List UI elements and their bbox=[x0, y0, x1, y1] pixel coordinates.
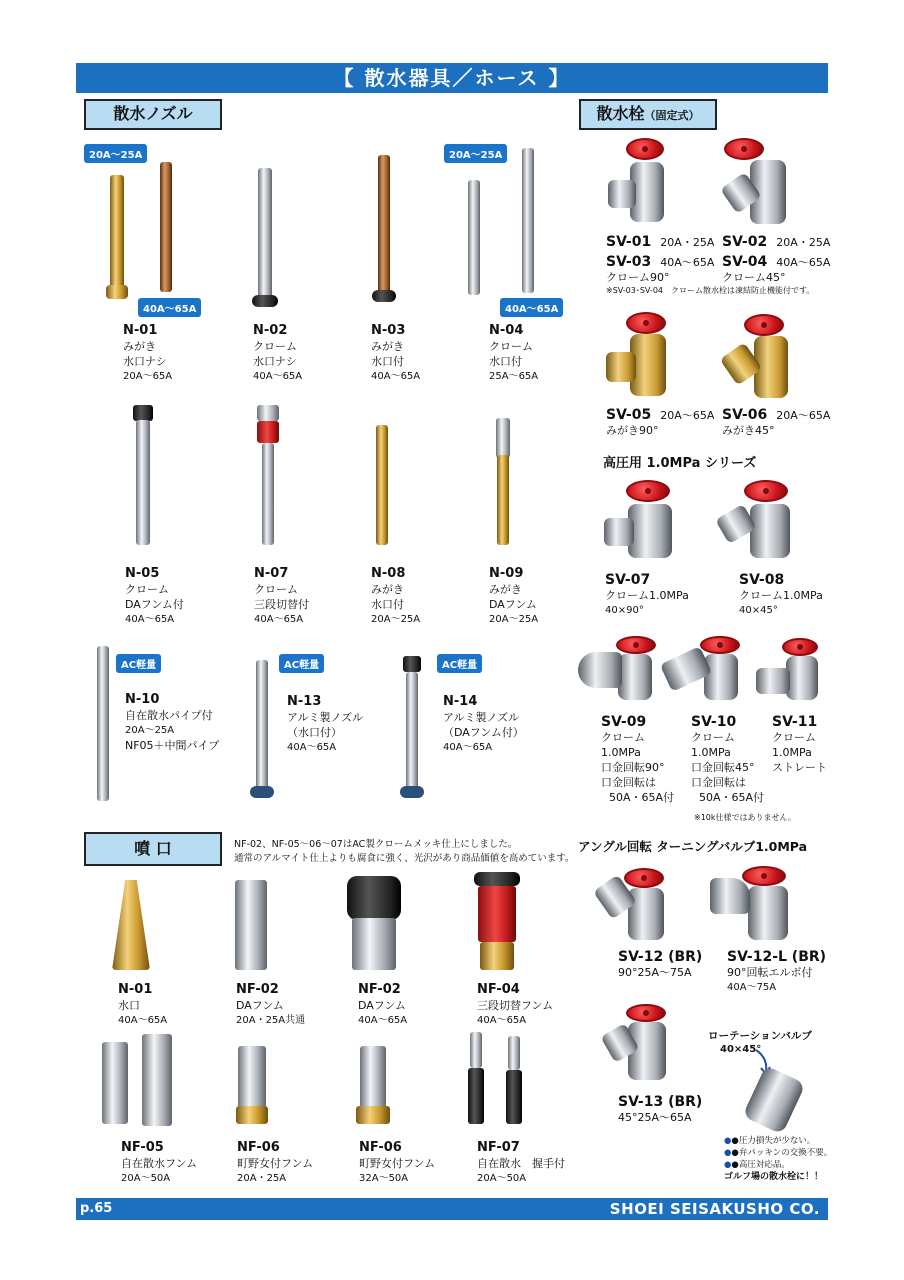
sv-01 bbox=[606, 231, 714, 250]
section-hydrant-label: 散水栓 bbox=[596, 104, 645, 123]
sv-desc: 1.0MPa bbox=[772, 746, 812, 759]
nf-size: 20A・25A bbox=[237, 1173, 287, 1184]
nf-image-nf07b bbox=[506, 1070, 522, 1124]
sv-size: 40A〜75A bbox=[727, 982, 777, 993]
sv-02 bbox=[722, 231, 830, 250]
sv-desc: クローム bbox=[772, 731, 816, 744]
nf-size: 32A〜50A bbox=[359, 1173, 409, 1184]
nf-image-nf04-base bbox=[480, 942, 514, 970]
valve-wheel-icon bbox=[626, 312, 666, 334]
nf-image-nf06a bbox=[238, 1046, 266, 1108]
nf-note bbox=[234, 838, 574, 866]
valve-wheel-icon bbox=[744, 480, 788, 502]
nozzle-image-n01b bbox=[160, 162, 172, 292]
nf-code: NF-02 bbox=[236, 982, 279, 997]
sv-07 bbox=[605, 572, 689, 618]
nozzle-desc: みがき bbox=[123, 340, 156, 353]
valve-wheel-icon bbox=[616, 636, 656, 654]
sv-desc: クローム45° bbox=[722, 271, 786, 284]
nozzle-image-n07-top bbox=[257, 405, 279, 421]
nozzle-n07 bbox=[254, 566, 309, 627]
nozzle-size: 20A〜65A bbox=[123, 371, 173, 382]
nozzle-desc: 自在散水パイプ付 bbox=[125, 709, 213, 722]
nozzle-n01 bbox=[123, 323, 172, 384]
nf-image-nf02b-top bbox=[347, 876, 401, 920]
valve-image-sv07 bbox=[628, 504, 672, 558]
nf-n01 bbox=[118, 982, 167, 1028]
nozzle-desc: DAフンム bbox=[489, 598, 537, 611]
nozzle-code: N-07 bbox=[254, 566, 289, 581]
nozzle-code: N-01 bbox=[123, 323, 158, 338]
nozzle-image-n02 bbox=[258, 168, 272, 298]
nozzle-code: N-03 bbox=[371, 323, 406, 338]
nozzle-desc: 水口付 bbox=[371, 355, 404, 368]
sv-desc: 口金回転は bbox=[601, 776, 656, 789]
nf-size: 20A・25A共通 bbox=[236, 1015, 306, 1026]
feature-text: ●弁パッキンの交換不要。 bbox=[731, 1148, 833, 1158]
nf-desc: 自在散水フンム bbox=[121, 1157, 198, 1170]
sv-size: 40A〜65A bbox=[660, 256, 715, 269]
sv-desc: 1.0MPa bbox=[691, 746, 731, 759]
nozzle-size: 20A〜25A bbox=[371, 614, 421, 625]
nozzle-code: N-14 bbox=[443, 694, 478, 709]
page-number: p.65 bbox=[80, 1201, 113, 1216]
sv-code: SV-12-L (BR) bbox=[727, 949, 827, 965]
valve-image-sv01-port bbox=[608, 180, 636, 208]
nf-size: 20A〜50A bbox=[477, 1173, 527, 1184]
nf-code: NF-02 bbox=[358, 982, 401, 997]
nozzle-image-n05 bbox=[136, 420, 150, 545]
sv-05 bbox=[606, 404, 714, 438]
nozzle-code: N-08 bbox=[371, 566, 406, 581]
sv-code: SV-11 bbox=[772, 714, 818, 730]
sv-note-10k: ※10k仕様ではありません。 bbox=[694, 813, 796, 822]
nf-code: NF-06 bbox=[237, 1140, 280, 1155]
nf-image-nf05b bbox=[142, 1034, 172, 1126]
nf-note-line1: NF-02、NF-05〜06〜07はAC製クロームメッキ仕上にしました。 bbox=[234, 839, 518, 850]
nozzle-image-n13 bbox=[256, 660, 268, 790]
size-tag-b: 40A〜65A bbox=[138, 298, 201, 317]
nf-code: NF-04 bbox=[477, 982, 520, 997]
valve-image-sv11 bbox=[786, 656, 818, 700]
sv-code: SV-09 bbox=[601, 714, 647, 730]
nozzle-size: 40A〜65A bbox=[253, 371, 303, 382]
valve-image-sv10 bbox=[704, 654, 738, 700]
nozzle-image-n09 bbox=[497, 455, 509, 545]
nf-nf04 bbox=[477, 982, 553, 1028]
sv-desc: 口金回転は bbox=[691, 776, 746, 789]
nozzle-size: 20A〜25A bbox=[489, 614, 539, 625]
nozzle-code: N-09 bbox=[489, 566, 524, 581]
angle-valve-heading: アングル回転 ターニングバルブ1.0MPa bbox=[578, 839, 808, 854]
sv-desc: クローム90° bbox=[606, 271, 670, 284]
valve-image-sv12l bbox=[748, 886, 788, 940]
high-pressure-heading: 高圧用 1.0MPa シリーズ bbox=[603, 456, 757, 471]
nf-image-nf04-top bbox=[474, 872, 520, 886]
nozzle-desc: （DAフンム付） bbox=[443, 726, 524, 739]
nf-desc: 自在散水 握手付 bbox=[477, 1157, 565, 1170]
valve-image-sv05-port bbox=[606, 352, 636, 382]
nozzle-size: 40A〜65A bbox=[287, 742, 337, 753]
sv-size: 20A〜65A bbox=[660, 409, 715, 422]
nozzle-n03 bbox=[371, 323, 420, 384]
nozzle-desc: 水口付 bbox=[489, 355, 522, 368]
sv-desc: クローム bbox=[601, 731, 645, 744]
nf-size: 20A〜50A bbox=[121, 1173, 171, 1184]
nozzle-code: N-05 bbox=[125, 566, 160, 581]
nozzle-desc: NF05＋中間パイプ bbox=[125, 739, 220, 752]
sv-size: 40×45° bbox=[739, 605, 778, 616]
valve-wheel-icon bbox=[744, 314, 784, 336]
valve-image-sv08 bbox=[750, 504, 790, 558]
nozzle-desc: 水口ナシ bbox=[253, 355, 297, 368]
nozzle-image-n09-top bbox=[496, 418, 510, 458]
sv-note-freeze: ※SV-03･SV-04 クローム散水栓は凍結防止機能付です。 bbox=[606, 286, 815, 295]
section-nozzle: 散水ノズル bbox=[84, 99, 222, 130]
nf-image-nf06a-base bbox=[236, 1106, 268, 1124]
nf-size: 40A〜65A bbox=[358, 1015, 408, 1026]
sv-code: SV-03 bbox=[606, 254, 652, 270]
sv-desc: 50A・65A付 bbox=[699, 791, 765, 804]
nozzle-size: 25A〜65A bbox=[489, 371, 539, 382]
nf-image-nf02b bbox=[352, 918, 396, 970]
feature-item: ●●高圧対応品。 bbox=[724, 1160, 790, 1170]
sv-desc: 45°25A〜65A bbox=[618, 1111, 692, 1124]
sv-03 bbox=[606, 251, 714, 285]
sv-11 bbox=[772, 714, 827, 775]
sv-code: SV-08 bbox=[739, 572, 785, 588]
sv-desc: 口金回転45° bbox=[691, 761, 755, 774]
nf-image-nf05a bbox=[102, 1042, 128, 1124]
sv-code: SV-12 (BR) bbox=[618, 949, 703, 965]
rotation-valve-features bbox=[724, 1135, 832, 1183]
valve-image-sv09 bbox=[618, 654, 652, 700]
sv-06 bbox=[722, 404, 830, 438]
valve-wheel-icon bbox=[724, 138, 764, 160]
nozzle-image-n14-head bbox=[403, 656, 421, 672]
nozzle-n14 bbox=[443, 694, 524, 755]
nozzle-desc: 水口付 bbox=[371, 598, 404, 611]
sv-desc: クローム1.0MPa bbox=[605, 589, 689, 602]
nozzle-size: 40A〜65A bbox=[443, 742, 493, 753]
nozzle-image-n04a bbox=[468, 180, 480, 295]
sv-size: 20A・25A bbox=[660, 236, 715, 249]
sv-size: 20A〜65A bbox=[776, 409, 831, 422]
sv-code: SV-06 bbox=[722, 407, 768, 423]
nozzle-code: N-04 bbox=[489, 323, 524, 338]
nozzle-desc: クローム bbox=[253, 340, 297, 353]
nozzle-desc: クローム bbox=[254, 583, 298, 596]
nozzle-desc: みがき bbox=[371, 583, 404, 596]
sv-desc: クローム1.0MPa bbox=[739, 589, 823, 602]
nf-image-n01 bbox=[112, 880, 150, 970]
nf-image-nf02a bbox=[235, 880, 267, 970]
nf-image-nf07a-top bbox=[470, 1032, 482, 1068]
valve-image-sv09-port bbox=[578, 652, 622, 688]
nf-code: NF-07 bbox=[477, 1140, 520, 1155]
nozzle-image-n14 bbox=[406, 672, 418, 790]
valve-wheel-icon bbox=[742, 866, 786, 886]
nf-size: 40A〜65A bbox=[118, 1015, 168, 1026]
sv-desc: ストレート bbox=[772, 761, 827, 774]
valve-wheel-icon bbox=[782, 638, 818, 656]
nozzle-size: 20A〜25A bbox=[125, 725, 175, 736]
nozzle-image-n07-red bbox=[257, 421, 279, 443]
valve-wheel-icon bbox=[626, 138, 664, 160]
nozzle-image-n03 bbox=[378, 155, 390, 295]
size-tag-c: 20A〜25A bbox=[444, 144, 507, 163]
sv-desc: 50A・65A付 bbox=[609, 791, 675, 804]
nozzle-desc: （水口付） bbox=[287, 726, 342, 739]
nf-code: N-01 bbox=[118, 982, 153, 997]
nozzle-image-n01a bbox=[110, 175, 124, 295]
nozzle-image-n05-head bbox=[133, 405, 153, 421]
valve-wheel-icon bbox=[700, 636, 740, 654]
sv-size: 40×90° bbox=[605, 605, 644, 616]
nf-image-nf07b-top bbox=[508, 1036, 520, 1070]
valve-wheel-icon bbox=[626, 1004, 666, 1022]
sv-code: SV-01 bbox=[606, 234, 652, 250]
nozzle-desc: アルミ製ノズル bbox=[287, 711, 364, 724]
size-tag-a: 20A〜25A bbox=[84, 144, 147, 163]
feature-text: ●高圧対応品。 bbox=[731, 1160, 790, 1170]
sv-desc: 1.0MPa bbox=[601, 746, 641, 759]
ac-tag-2: AC軽量 bbox=[279, 654, 324, 673]
valve-image-sv11-port bbox=[756, 668, 790, 694]
sv-desc: 口金回転90° bbox=[601, 761, 665, 774]
nozzle-image-n02-base bbox=[252, 295, 278, 307]
valve-wheel-icon bbox=[624, 868, 664, 888]
sv-04 bbox=[722, 251, 830, 285]
nf-image-nf07a bbox=[468, 1068, 484, 1124]
nf-desc: 町野女付フンム bbox=[359, 1157, 436, 1170]
nozzle-image-n14-base bbox=[400, 786, 424, 798]
valve-image-rotation bbox=[742, 1065, 806, 1134]
ac-tag-1: AC軽量 bbox=[116, 654, 161, 673]
sv-10 bbox=[691, 714, 764, 805]
company-name: SHOEI SEISAKUSHO CO. bbox=[609, 1200, 820, 1218]
nozzle-desc: 水口ナシ bbox=[123, 355, 167, 368]
nozzle-desc: アルミ製ノズル bbox=[443, 711, 520, 724]
valve-image-sv12 bbox=[628, 888, 664, 940]
page-title: 【 散水器具／ホース 】 bbox=[76, 63, 828, 93]
nozzle-desc: 三段切替付 bbox=[254, 598, 309, 611]
valve-wheel-icon bbox=[626, 480, 670, 502]
sv-code: SV-02 bbox=[722, 234, 768, 250]
nozzle-image-n01a-base bbox=[106, 285, 128, 299]
sv-code: SV-05 bbox=[606, 407, 652, 423]
sv-desc: 90°回転エルボ付 bbox=[727, 966, 813, 979]
nozzle-n04 bbox=[489, 323, 538, 384]
nozzle-image-n08 bbox=[376, 425, 388, 545]
rotation-valve-size: 40×45° bbox=[720, 1044, 762, 1055]
sv-12 bbox=[618, 949, 702, 980]
nf-code: NF-06 bbox=[359, 1140, 402, 1155]
nf-nf02a bbox=[236, 982, 305, 1028]
feature-item: ●●圧力損失が少ない。 bbox=[724, 1136, 816, 1146]
nozzle-n02 bbox=[253, 323, 302, 384]
nf-size: 40A〜65A bbox=[477, 1015, 527, 1026]
ac-tag-3: AC軽量 bbox=[437, 654, 482, 673]
sv-code: SV-04 bbox=[722, 254, 768, 270]
nf-code: NF-05 bbox=[121, 1140, 164, 1155]
nf-nf07 bbox=[477, 1140, 565, 1186]
nf-desc: 町野女付フンム bbox=[237, 1157, 314, 1170]
nf-desc: 水口 bbox=[118, 999, 140, 1012]
nf-nf05 bbox=[121, 1140, 197, 1186]
nozzle-desc: みがき bbox=[371, 340, 404, 353]
nozzle-image-n10 bbox=[97, 646, 109, 801]
sv-desc: 90°25A〜75A bbox=[618, 966, 692, 979]
nf-desc: 三段切替フンム bbox=[477, 999, 554, 1012]
feature-highlight: ゴルフ場の散水栓に！！ bbox=[724, 1172, 824, 1182]
nf-desc: DAフンム bbox=[236, 999, 284, 1012]
nf-desc: DAフンム bbox=[358, 999, 406, 1012]
feature-item: ●●弁パッキンの交換不要。 bbox=[724, 1148, 833, 1158]
nozzle-desc: DAフンム付 bbox=[125, 598, 184, 611]
nozzle-desc: クローム bbox=[489, 340, 533, 353]
nozzle-desc: みがき bbox=[489, 583, 522, 596]
sv-size: 20A・25A bbox=[776, 236, 831, 249]
nozzle-n09 bbox=[489, 566, 538, 627]
nozzle-image-n03-base bbox=[372, 290, 396, 302]
sv-08 bbox=[739, 572, 823, 618]
section-hydrant-sub: （固定式） bbox=[644, 109, 700, 122]
section-hydrant bbox=[579, 99, 717, 130]
sv-desc: みがき90° bbox=[606, 424, 659, 437]
section-kouchi: 噴 口 bbox=[84, 832, 222, 866]
nozzle-code: N-10 bbox=[125, 692, 160, 707]
rotation-valve-title: ローテーションバルブ bbox=[708, 1030, 812, 1042]
nf-nf06a bbox=[237, 1140, 313, 1186]
nozzle-size: 40A〜65A bbox=[254, 614, 304, 625]
feature-text: ●圧力損失が少ない。 bbox=[731, 1136, 816, 1146]
sv-12-l bbox=[727, 949, 826, 995]
sv-size: 40A〜65A bbox=[776, 256, 831, 269]
valve-image-sv12l-port bbox=[710, 878, 750, 914]
nozzle-code: N-13 bbox=[287, 694, 322, 709]
nozzle-n13 bbox=[287, 694, 363, 755]
sv-desc: みがき45° bbox=[722, 424, 775, 437]
sv-code: SV-07 bbox=[605, 572, 651, 588]
sv-09 bbox=[601, 714, 674, 805]
nozzle-desc: クローム bbox=[125, 583, 169, 596]
sv-desc: クローム bbox=[691, 731, 735, 744]
nozzle-size: 40A〜65A bbox=[371, 371, 421, 382]
nozzle-image-n13-base bbox=[250, 786, 274, 798]
nf-image-nf06b bbox=[360, 1046, 386, 1108]
nozzle-n05 bbox=[125, 566, 184, 627]
sv-13 bbox=[618, 1094, 702, 1125]
nozzle-size: 40A〜65A bbox=[125, 614, 175, 625]
valve-image-sv07-port bbox=[604, 518, 634, 546]
nf-image-nf06b-base bbox=[356, 1106, 390, 1124]
nozzle-image-n04b bbox=[522, 148, 534, 293]
nozzle-n08 bbox=[371, 566, 420, 627]
nozzle-code: N-02 bbox=[253, 323, 288, 338]
nozzle-n10 bbox=[125, 692, 219, 753]
sv-code: SV-13 (BR) bbox=[618, 1094, 703, 1110]
nf-image-nf04 bbox=[478, 886, 516, 942]
nf-nf02b bbox=[358, 982, 407, 1028]
sv-code: SV-10 bbox=[691, 714, 737, 730]
nf-note-line2: 通常のアルマイト仕上よりも腐食に強く、光沢があり商品価値を高めています。 bbox=[234, 853, 575, 864]
size-tag-d: 40A〜65A bbox=[500, 298, 563, 317]
nf-nf06b bbox=[359, 1140, 435, 1186]
nozzle-image-n07 bbox=[262, 443, 274, 545]
